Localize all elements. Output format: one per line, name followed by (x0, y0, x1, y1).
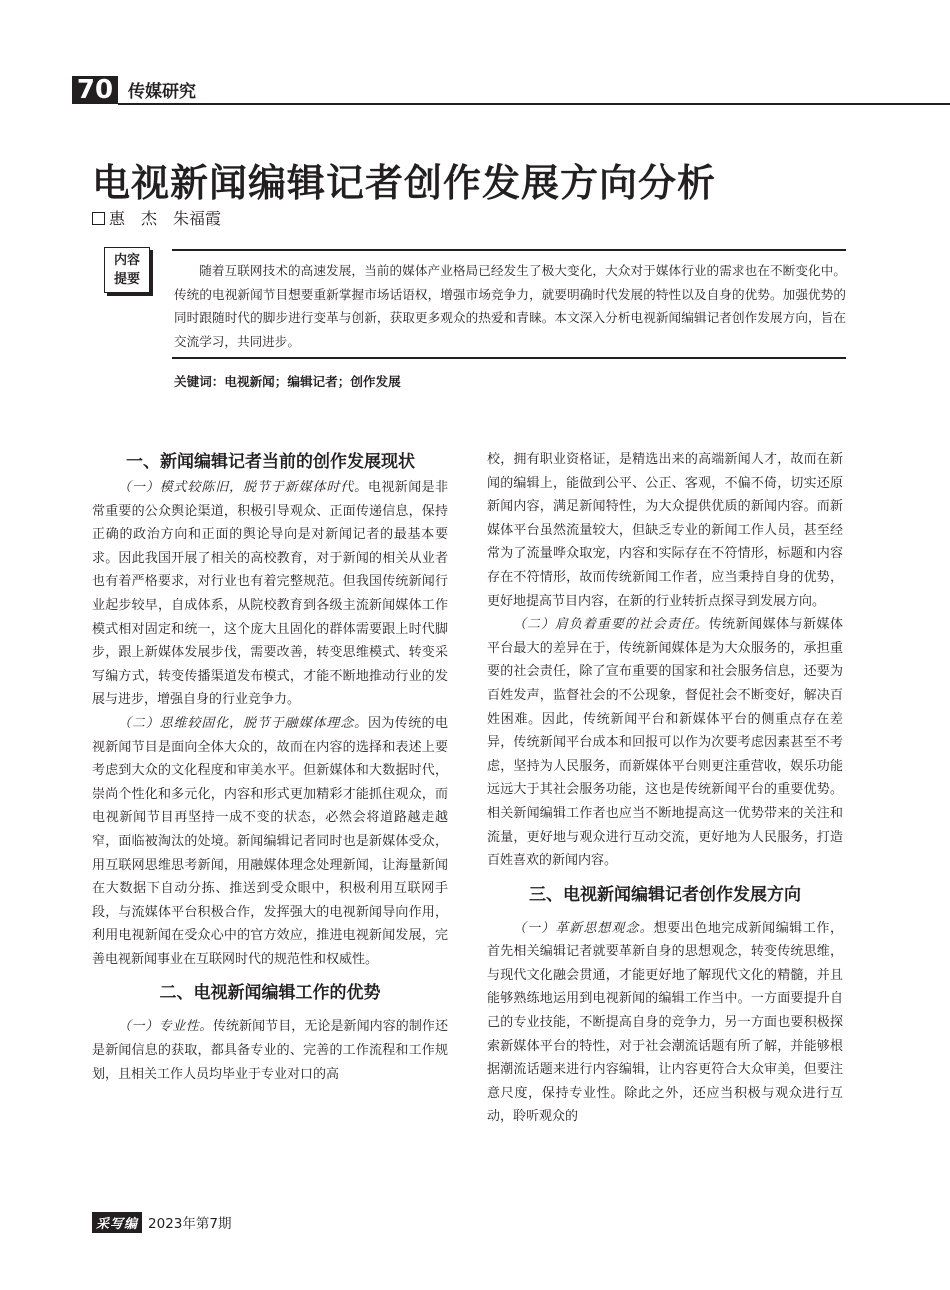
authors (92, 206, 221, 229)
paragraph: （一）革新思想观念。想要出色地完成新闻编辑工作，首先相关编辑记者就要革新自身的思想观念，转变传统思维，与现代文化融会贯通，才能更好地了解现代文化的精髓，并且能够熟练地运用到电视新闻的编辑工作当中。一方面要提升自己的专业技能，不断提高自身的竞争力，另一方面也要积极探索新媒体平台的特性，对于社会潮流话题有所了解，并能够根据潮流话题来进行内容编辑，让内容更符合大众审美，但要注意尺度，保持专业性。除此之外，还应当积极与观众进行互动，聆听观众的 (487, 920, 843, 1125)
abstract-label-line1: 内容 (113, 253, 140, 268)
right-column (487, 448, 843, 1129)
left-column (92, 448, 448, 1086)
page-number: 70 (72, 76, 118, 104)
abstract-label-line2: 提要 (113, 272, 140, 287)
journal-logo: 采写编 (92, 1212, 142, 1233)
keywords: 关键词：电视新闻；编辑记者；创作发展 (174, 374, 401, 389)
paragraph: （一）专业性。传统新闻节目，无论是新闻内容的制作还是新闻信息的获取，都具备专业的、完善的工作流程和工作规划，且相关工作人员均毕业于专业对口的高 (92, 1019, 448, 1082)
page-footer (92, 1212, 231, 1233)
author-box-icon (92, 212, 105, 225)
paragraph: （一）模式较陈旧，脱节于新媒体时代。电视新闻是非常重要的公众舆论渠道，积极引导观众、正面传递信息，保持正确的政治方向和正面的舆论导向是对新闻记者的最基本要求。因此我国开展了相关的高校教育，对于新闻的相关从业者也有着严格要求，对行业也有着完整规范。但我国传统新闻行业起步较早，自成体系，从院校教育到各级主流新闻媒体工作模式相对固定和统一，这个庞大且固化的群体需要跟上时代脚步，跟上新媒体发展步伐，需要改善，转变思维模式、转变采写编方式，转变传播渠道发布模式，才能不断地推动行业的发展与进步，增强自身的行业竞争力。 (92, 480, 448, 708)
section-name: 传媒研究 (128, 82, 196, 102)
paragraph-lead: （一）革新思想观念。 (513, 920, 654, 936)
paragraph-lead: （二）肩负着重要的社会责任。 (513, 617, 709, 633)
paragraph: （二）思维较固化，脱节于融媒体理念。因为传统的电视新闻节目是面向全体大众的，故而在内容的选择和表述上要考虑到大众的文化程度和审美水平。但新媒体和大数据时代，崇尚个性化和多元化，内容和形式更加精彩才能抓住观众，而电视新闻节目再坚持一成不变的状态，必然会将道路越走越窄，面临被淘汰的处境。新闻编辑记者同时也是新媒体受众，用互联网思维思考新闻，用融媒体理念处理新闻，让海量新闻在大数据下自动分拣、推送到受众眼中，积极利用互联网手段，与流媒体平台积极合作，发挥强大的电视新闻导向作用，利用电视新闻在受众心中的官方效应，推进电视新闻发展，完善电视新闻事业在互联网时代的规范性和权威性。 (92, 715, 448, 967)
author-names: 惠 杰 朱福霞 (109, 209, 222, 228)
article-title: 电视新闻编辑记者创作发展方向分析 (92, 160, 717, 205)
abstract-label (104, 247, 150, 293)
abstract-top-rule (172, 249, 846, 251)
header-rule (118, 103, 950, 105)
abstract-bottom-rule (172, 357, 846, 359)
paragraph-lead: （二）思维较固化，脱节于融媒体理念。 (118, 715, 369, 731)
section-heading-2: 二、电视新闻编辑工作的优势 (159, 983, 381, 1004)
paragraph: 校，拥有职业资格证，是精选出来的高端新闻人才，故而在新闻的编辑上，能做到公平、公正、客观，不偏不倚，切实还原新闻内容，满足新闻特性，为大众提供优质的新闻内容。而新媒体平台虽然流量较大，但缺乏专业的新闻工作人员，甚至经常为了流量哗众取宠，内容和实际存在不符情形，标题和内容存在不符情形，故而传统新闻工作者，应当秉持自身的优势，更好地提高节目内容，在新的行业转折点探寻到发展方向。 (487, 452, 843, 609)
section-heading-3: 三、电视新闻编辑记者创作发展方向 (529, 884, 801, 905)
paragraph-lead: （一）模式较陈旧，脱节于新媒体时代。 (118, 480, 369, 495)
paragraph: （二）肩负着重要的社会责任。传统新闻媒体与新媒体平台最大的差异在于，传统新闻媒体是为大众服务的，承担重要的社会责任，除了宣布重要的国家和社会服务信息，还要为百姓发声，监督社会的不公现象，督促社会不断变好，解决百姓困难。因此，传统新闻平台和新媒体平台的侧重点存在差异，传统新闻平台成本和回报可以作为次要考虑因素甚至不考虑，坚持为人民服务，而新媒体平台则更注重营收，娱乐功能远远大于其社会服务功能，这也是传统新闻平台的重要优势。相关新闻编辑工作者也应当不断地提高这一优势带来的关注和流量，更好地与观众进行互动交流，更好地为人民服务，打造百姓喜欢的新闻内容。 (487, 617, 843, 869)
page-header (0, 70, 950, 104)
paragraph-lead: （一）专业性。 (118, 1019, 213, 1035)
section-heading-1: 一、新闻编辑记者当前的创作发展现状 (126, 452, 415, 472)
issue-number: 2023年第7期 (148, 1216, 232, 1232)
abstract-text: 随着互联网技术的高速发展，当前的媒体产业格局已经发生了极大变化，大众对于媒体行业的需求也在不断变化中。传统的电视新闻节目想要重新掌握市场话语权，增强市场竞争力，就要明确时代发展的特性以及自身的优势。加强优势的同时跟随时代的脚步进行变革与创新，获取更多观众的热爱和青睐。本文深入分析电视新闻编辑记者创作发展方向，旨在交流学习，共同进步。 (174, 263, 846, 349)
